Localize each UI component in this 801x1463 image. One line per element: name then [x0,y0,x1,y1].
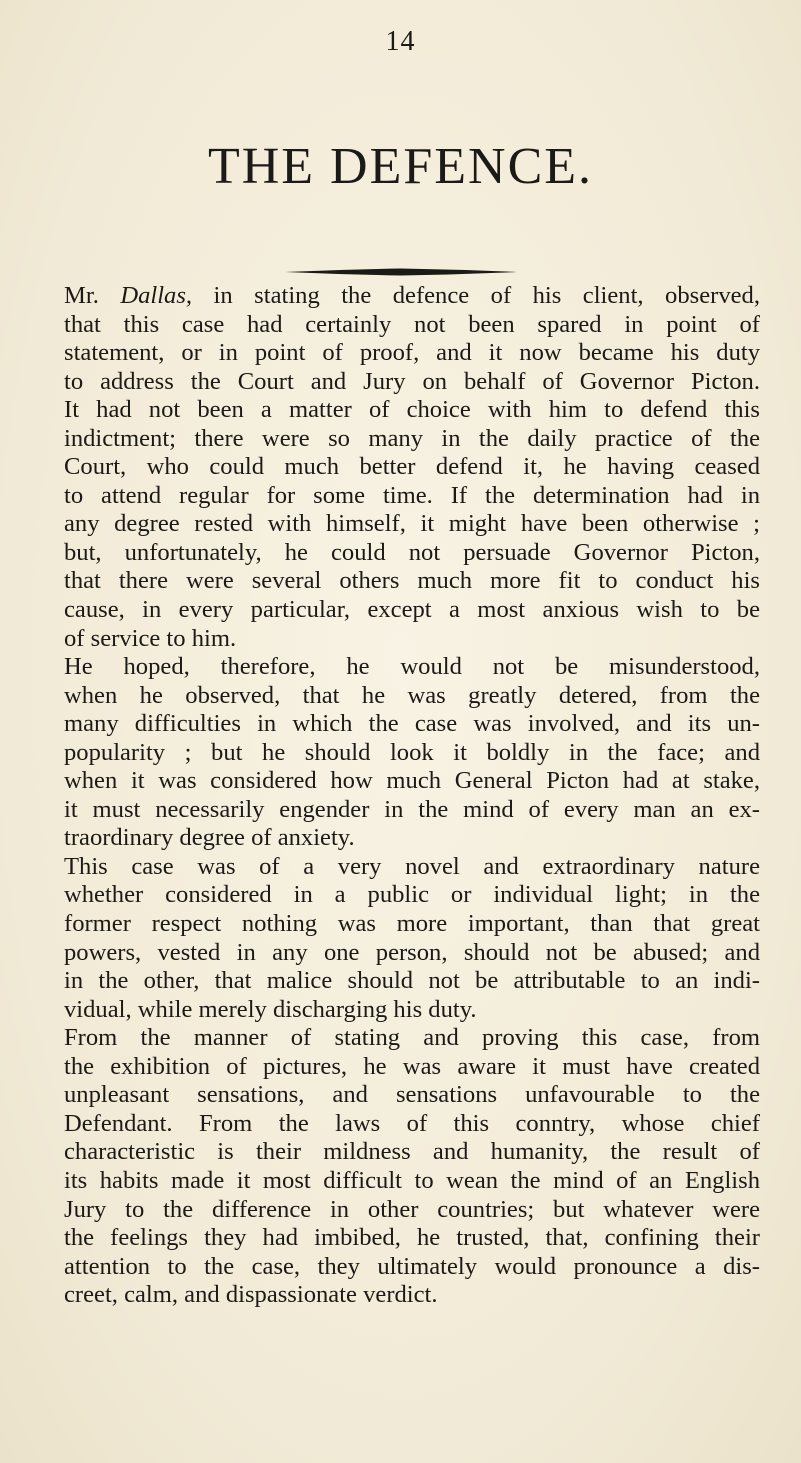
text-line: unpleasant sensations, and sensations unfavourable to the [64,1081,760,1109]
text-line: creet, calm, and dispassionate verdict. [64,1281,438,1309]
paragraph [42,1024,760,1309]
text-line: attention to the case, they ultimately would pronounce a dis- [64,1252,760,1280]
page-number: 14 [385,26,416,57]
paragraph [42,282,760,653]
speaker-name: Dallas, [120,282,193,309]
text-line: any degree rested with himself, it might have been otherwise ; [64,510,760,538]
text-line: indictment; there were so many in the daily practice of the [64,424,760,452]
text-segment: in stating the defence of his client, observed, [192,282,760,309]
text-line: the exhibition of pictures, he was aware it must have created [64,1052,760,1080]
text-line: former respect nothing was more important, than that great [64,910,760,938]
text-line [42,282,760,311]
text-line: characteristic is their mildness and humanity, the result of [64,1138,760,1166]
text-line: many difficulties in which the case was involved, and its un- [64,710,760,738]
text-line: statement, or in point of proof, and it now became his duty [64,339,760,367]
section-title: THE DEFENCE. [207,138,594,195]
text-line: to attend regular for some time. If the determination had in [64,481,760,509]
text-line: From the manner of stating and proving this case, from [64,1024,760,1052]
text-line: of service to him. [64,624,237,652]
text-line: its habits made it most difficult to wean the mind of an English [64,1166,760,1194]
text-line: It had not been a matter of choice with him to defend this [64,396,760,424]
ornamental-rule [285,268,517,276]
text-line: when he observed, that he was greatly detered, from the [64,681,760,709]
text-line: that there were several others much more fit to conduct his [64,567,760,595]
text-line: in the other, that malice should not be attributable to an indi- [64,967,760,995]
text-line: it must necessarily engender in the mind of every man an ex- [64,795,760,823]
body-text [42,282,760,1310]
text-line: Jury to the difference in other countries; but whatever were [64,1195,760,1223]
text-line: but, unfortunately, he could not persuade Governor Picton, [64,538,760,566]
text-line: powers, vested in any one person, should not be abused; and [64,938,760,966]
text-line: the feelings they had imbibed, he trusted, that, confining their [64,1224,760,1252]
paragraph [42,853,760,1024]
text-line: that this case had certainly not been spared in point of [64,310,760,338]
text-line: cause, in every particular, except a most anxious wish to be [64,596,760,624]
text-segment: Mr. [64,282,121,309]
paragraph [42,653,760,853]
text-line: This case was of a very novel and extraordinary nature [64,852,760,880]
text-line: vidual, while merely discharging his duty. [64,995,477,1023]
text-line: when it was considered how much General Picton had at stake, [64,767,760,795]
text-line: popularity ; but he should look it boldly in the face; and [64,738,760,766]
text-line: Defendant. From the laws of this conntry, whose chief [64,1109,760,1137]
text-line: to address the Court and Jury on behalf of Governor Picton. [64,367,760,395]
text-line: traordinary degree of anxiety. [64,824,355,852]
text-line: whether considered in a public or individual light; in the [64,881,760,909]
text-line: Court, who could much better defend it, he having ceased [64,453,760,481]
text-line: He hoped, therefore, he would not be misunderstood, [64,653,760,681]
